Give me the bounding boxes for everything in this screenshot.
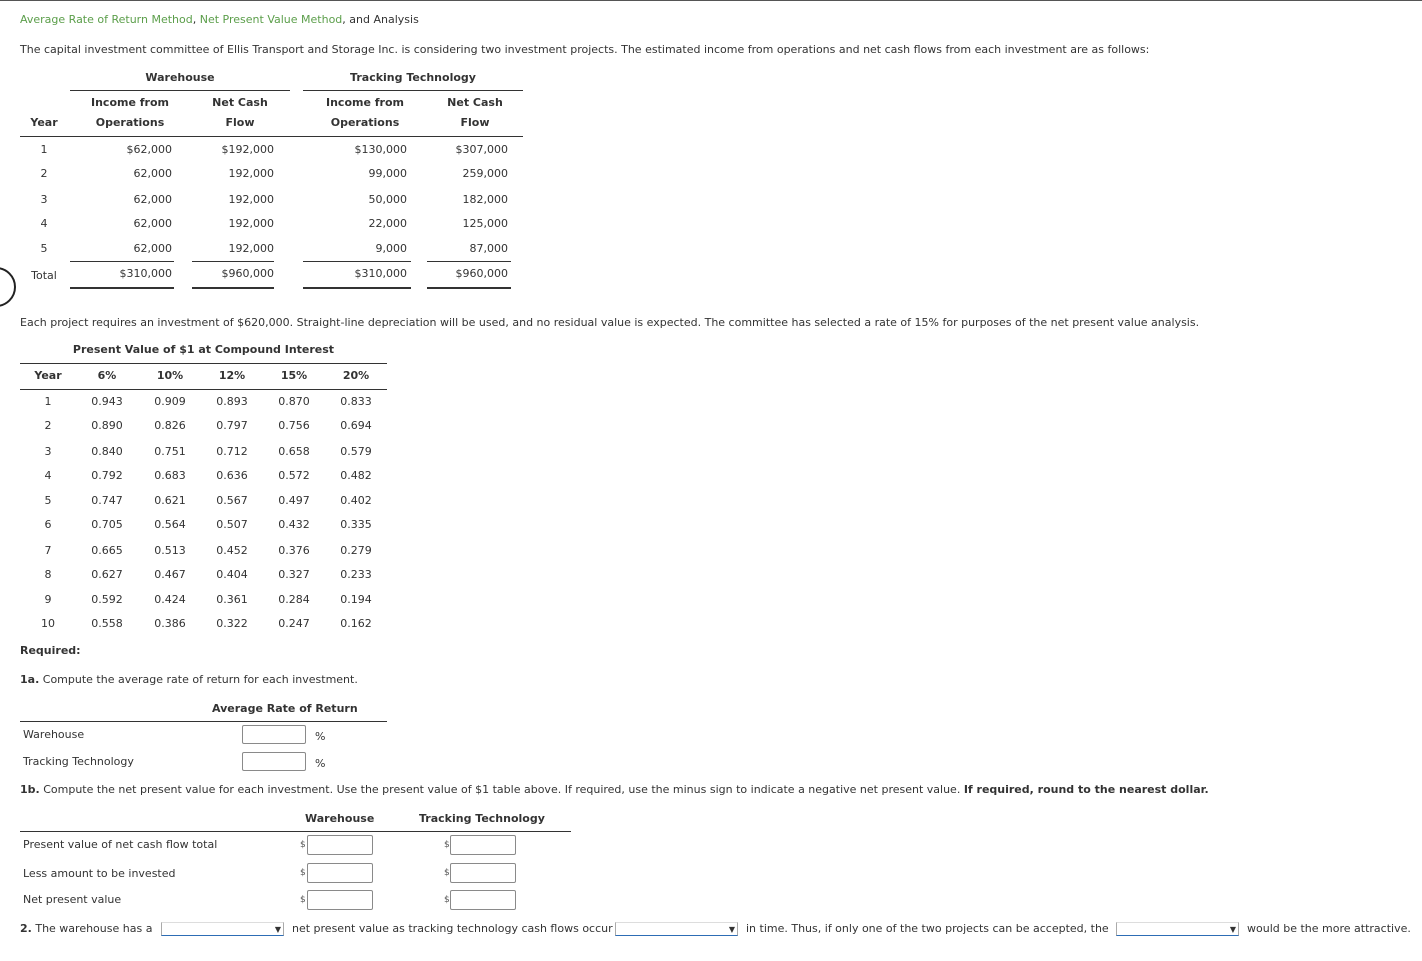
pv-cell: 0.327	[278, 568, 310, 581]
pv-cell: 2	[44, 419, 52, 432]
pv-cell: 0.890	[91, 419, 123, 432]
page-title: Average Rate of Return Method, Net Present Value Method, and Analysis	[20, 13, 419, 26]
pv-cell: 0.683	[154, 469, 186, 482]
pv-cell: 0.833	[340, 395, 372, 408]
pv-cell: 9	[44, 593, 52, 606]
pv-cell: 3	[44, 445, 52, 458]
npv-tracking-input[interactable]	[450, 890, 516, 910]
arr-warehouse-percent: %	[315, 730, 326, 743]
top-border	[0, 0, 1422, 1]
pv-cell: 0.579	[340, 445, 372, 458]
inv-cell-w_inc: 62,000	[133, 167, 172, 180]
q2-select-3[interactable]	[1116, 922, 1239, 936]
inv-cell-w_ncf: 192,000	[228, 242, 274, 255]
arr-warehouse-label: Warehouse	[23, 728, 85, 741]
pv-cell: 0.452	[216, 544, 248, 557]
pv-cell: 0.279	[340, 544, 372, 557]
col-inc-1-b: Operations	[95, 116, 165, 129]
inv-cell-w_ncf: 192,000	[228, 167, 274, 180]
inv-cell-t_inc: 99,000	[368, 167, 407, 180]
pv-cell: 0.665	[91, 544, 123, 557]
pv-cell: 0.627	[91, 568, 123, 581]
col-ncf-2-b: Flow	[460, 116, 490, 129]
q2-select-2[interactable]	[615, 922, 738, 936]
pv-cell: 0.870	[278, 395, 310, 408]
total-income-tracking: $310,000	[354, 267, 407, 280]
pv-cell: 0.404	[216, 568, 248, 581]
arr-warehouse-input[interactable]	[242, 725, 306, 744]
project-note: Each project requires an investment of $620,000. Straight-line depreciation will be used, and no residual value is expected. The committee has selected a rate of 15% for purposes of the net present value analysis.	[20, 316, 1200, 329]
pv-cell: 0.233	[340, 568, 372, 581]
q2-part3: in time. Thus, if only one of the two projects can be accepted, the	[746, 922, 1109, 935]
pv-cell: 0.943	[91, 395, 123, 408]
chevron-down-icon: ▼	[728, 925, 735, 934]
pv-cell: 0.751	[154, 445, 186, 458]
inv-cell-year: 3	[40, 193, 48, 206]
inv-cell-w_ncf: 192,000	[228, 217, 274, 230]
npv-row2-label: Less amount to be invested	[23, 867, 176, 880]
inv-cell-t_ncf: 87,000	[469, 242, 508, 255]
title-part-1: Average Rate of Return Method	[20, 13, 193, 26]
inv-cell-t_inc: 22,000	[368, 217, 407, 230]
pv-header-cell: Year	[34, 369, 62, 382]
pv-cell: 0.658	[278, 445, 310, 458]
pv-header-cell: 12%	[218, 369, 246, 382]
required-heading: Required:	[20, 644, 81, 657]
pv-header-cell: 15%	[280, 369, 308, 382]
npv-col-tracking: Tracking Technology	[419, 812, 545, 825]
pv-cell: 0.705	[91, 518, 123, 531]
q2-select-1[interactable]	[161, 922, 284, 936]
arr-tracking-input[interactable]	[242, 752, 306, 771]
inv-cell-t_inc: 9,000	[375, 242, 407, 255]
inv-cell-year: 4	[40, 217, 48, 230]
pv-cell: 8	[44, 568, 52, 581]
pv-cell: 0.361	[216, 593, 248, 606]
pv-cell: 6	[44, 518, 52, 531]
pv-cell: 4	[44, 469, 52, 482]
pv-cell: 0.162	[340, 617, 372, 630]
pv-cell: 0.507	[216, 518, 248, 531]
total-ncf-warehouse: $960,000	[221, 267, 274, 280]
inv-cell-t_inc: $130,000	[354, 143, 407, 156]
pv-cell: 0.893	[216, 395, 248, 408]
q2-part4: would be the more attractive.	[1247, 922, 1411, 935]
pv-cell: 0.322	[216, 617, 248, 630]
col-inc-2-b: Operations	[330, 116, 400, 129]
inv-cell-t_ncf: $307,000	[455, 143, 508, 156]
pv-cell: 5	[44, 494, 52, 507]
arr-header: Average Rate of Return	[212, 702, 358, 715]
pv-cell: 0.432	[278, 518, 310, 531]
pv-cell: 0.840	[91, 445, 123, 458]
total-ncf-tracking: $960,000	[455, 267, 508, 280]
q1a-text: 1a. Compute the average rate of return for each investment.	[20, 673, 358, 686]
pv-cell: 0.558	[91, 617, 123, 630]
intro-text: The capital investment committee of Ellis Transport and Storage Inc. is considering two investment projects. The estimated income from operations and net cash flows from each investment are as follows:	[20, 43, 1150, 56]
inv-cell-year: 1	[40, 143, 48, 156]
pv-cell: 0.335	[340, 518, 372, 531]
npv-col-warehouse: Warehouse	[305, 812, 375, 825]
pv-cell: 0.621	[154, 494, 186, 507]
inv-cell-w_inc: 62,000	[133, 193, 172, 206]
pv-cell: 0.284	[278, 593, 310, 606]
inv-cell-year: 5	[40, 242, 48, 255]
chevron-down-icon: ▼	[1229, 925, 1236, 934]
npv-row1-label: Present value of net cash flow total	[23, 838, 218, 851]
pv-header-cell: 6%	[97, 369, 117, 382]
total-label: Total	[31, 269, 57, 282]
pv-title: Present Value of $1 at Compound Interest	[72, 343, 335, 356]
invest-tracking-input[interactable]	[450, 863, 516, 883]
pv-ncf-warehouse-input[interactable]	[307, 835, 373, 855]
group-header-tracking: Tracking Technology	[350, 71, 476, 84]
pv-cell: 0.386	[154, 617, 186, 630]
pv-cell: 0.797	[216, 419, 248, 432]
pv-cell: 0.567	[216, 494, 248, 507]
pv-cell: 0.909	[154, 395, 186, 408]
inv-cell-t_ncf: 125,000	[462, 217, 508, 230]
pv-cell: 0.592	[91, 593, 123, 606]
inv-cell-t_ncf: 182,000	[462, 193, 508, 206]
inv-cell-w_inc: 62,000	[133, 217, 172, 230]
pv-cell: 7	[44, 544, 52, 557]
pv-cell: 0.792	[91, 469, 123, 482]
npv-warehouse-input[interactable]	[307, 890, 373, 910]
inv-cell-t_inc: 50,000	[368, 193, 407, 206]
col-ncf-2-a: Net Cash	[447, 96, 503, 109]
arr-tracking-percent: %	[315, 757, 326, 770]
pv-header-cell: 20%	[342, 369, 370, 382]
pv-cell: 0.376	[278, 544, 310, 557]
npv-row3-label: Net present value	[23, 893, 122, 906]
q2-part1: 2. The warehouse has a	[20, 922, 153, 935]
pv-cell: 0.194	[340, 593, 372, 606]
inv-cell-w_ncf: $192,000	[221, 143, 274, 156]
col-inc-2-a: Income from	[326, 96, 404, 109]
pv-cell: 0.636	[216, 469, 248, 482]
inv-cell-t_ncf: 259,000	[462, 167, 508, 180]
total-income-warehouse: $310,000	[119, 267, 172, 280]
pv-cell: 0.482	[340, 469, 372, 482]
inv-cell-w_inc: 62,000	[133, 242, 172, 255]
pv-cell: 0.564	[154, 518, 186, 531]
col-inc-1-a: Income from	[91, 96, 169, 109]
pv-cell: 0.247	[278, 617, 310, 630]
pv-cell: 0.694	[340, 419, 372, 432]
circle-marker	[0, 267, 16, 307]
pv-cell: 0.424	[154, 593, 186, 606]
pv-cell: 0.572	[278, 469, 310, 482]
pv-cell: 0.747	[91, 494, 123, 507]
inv-cell-w_inc: $62,000	[126, 143, 172, 156]
q1b-text: 1b. Compute the net present value for each investment. Use the present value of $1 table above. If required, use the minus sign to indicate a negative net present value. If required, round to the nearest dollar.	[20, 783, 1209, 796]
pv-cell: 1	[44, 395, 52, 408]
col-year: Year	[30, 116, 58, 129]
pv-cell: 10	[41, 617, 55, 630]
inv-cell-year: 2	[40, 167, 48, 180]
pv-cell: 0.402	[340, 494, 372, 507]
pv-cell: 0.497	[278, 494, 310, 507]
arr-tracking-label: Tracking Technology	[23, 755, 134, 768]
group-header-warehouse: Warehouse	[145, 71, 215, 84]
pv-cell: 0.756	[278, 419, 310, 432]
pv-cell: 0.712	[216, 445, 248, 458]
invest-warehouse-input[interactable]	[307, 863, 373, 883]
inv-cell-w_ncf: 192,000	[228, 193, 274, 206]
col-ncf-1-a: Net Cash	[212, 96, 268, 109]
pv-header-cell: 10%	[156, 369, 184, 382]
chevron-down-icon: ▼	[274, 925, 281, 934]
pv-cell: 0.513	[154, 544, 186, 557]
title-part-2: Net Present Value Method	[199, 13, 343, 26]
col-ncf-1-b: Flow	[225, 116, 255, 129]
pv-ncf-tracking-input[interactable]	[450, 835, 516, 855]
pv-cell: 0.826	[154, 419, 186, 432]
pv-cell: 0.467	[154, 568, 186, 581]
q2-part2: net present value as tracking technology cash flows occur	[292, 922, 613, 935]
